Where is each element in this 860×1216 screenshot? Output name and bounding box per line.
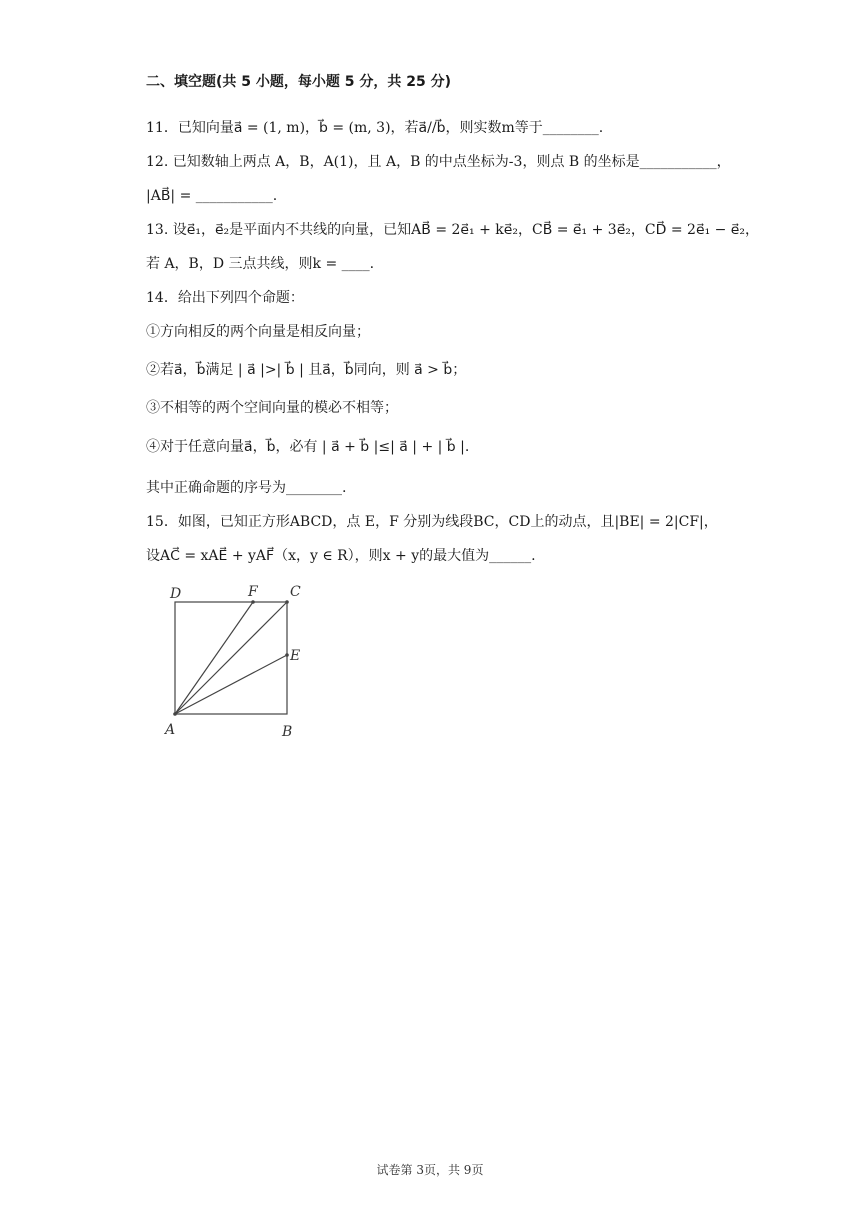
- question-13-line-2: 若 A，B，D 三点共线，则k = ____.: [146, 256, 375, 272]
- point-c: [285, 600, 289, 604]
- point-e: [285, 653, 289, 657]
- question-14-line-6: 其中正确命题的序号为________.: [146, 480, 347, 496]
- segment-ae: [175, 655, 287, 714]
- label-c: C: [290, 584, 301, 600]
- point-a: [173, 712, 177, 716]
- label-f: F: [248, 584, 258, 600]
- question-11-line-1: 11．已知向量a⃗ = (1, m)，b⃗ = (m, 3)，若a⃗//b⃗，则实数m等于________.: [146, 120, 604, 136]
- question-14-line-4: ③不相等的两个空间向量的模必不相等；: [146, 400, 398, 416]
- question-12-line-2: |AB⃗| = ___________.: [146, 188, 278, 204]
- question-14-line-1: 14．给出下列四个命题：: [146, 290, 304, 306]
- square-figure: [160, 582, 310, 742]
- question-14-line-3: ②若a⃗，b⃗满足 | a⃗ |>| b⃗ | 且a⃗，b⃗同向，则 a⃗ > b⃗；: [146, 362, 467, 378]
- question-14-line-5: ④对于任意向量a⃗，b⃗，必有 | a⃗ + b⃗ |≤| a⃗ | + | b⃗ |.: [146, 439, 470, 455]
- segment-af: [175, 602, 253, 714]
- question-12-line-1: 12. 已知数轴上两点 A，B，A(1)，且 A，B 的中点坐标为-3，则点 B 的坐标是___________，: [146, 154, 731, 170]
- question-15-line-2: 设AC⃗ = xAE⃗ + yAF⃗（x，y ∈ R），则x + y的最大值为______.: [146, 548, 536, 564]
- question-14-line-2: ①方向相反的两个向量是相反向量；: [146, 324, 370, 340]
- question-13-line-1: 13. 设e⃗₁，e⃗₂是平面内不共线的向量，已知AB⃗ = 2e⃗₁ + ke⃗₂，CB⃗ = e⃗₁ + 3e⃗₂，CD⃗ = 2e⃗₁ − e⃗₂，: [146, 222, 760, 238]
- segment-ac: [175, 602, 287, 714]
- label-a: A: [165, 722, 176, 738]
- page-footer: 试卷第 3页，共 9页: [376, 1163, 484, 1177]
- label-b: B: [282, 724, 293, 740]
- section-heading: 二、填空题(共 5 小题，每小题 5 分，共 25 分): [146, 74, 452, 90]
- question-15-line-1: 15．如图，已知正方形ABCD，点 E，F 分别为线段BC，CD上的动点，且|BE| = 2|CF|，: [146, 514, 718, 530]
- label-d: D: [170, 586, 182, 602]
- point-f: [251, 600, 255, 604]
- label-e: E: [290, 648, 301, 664]
